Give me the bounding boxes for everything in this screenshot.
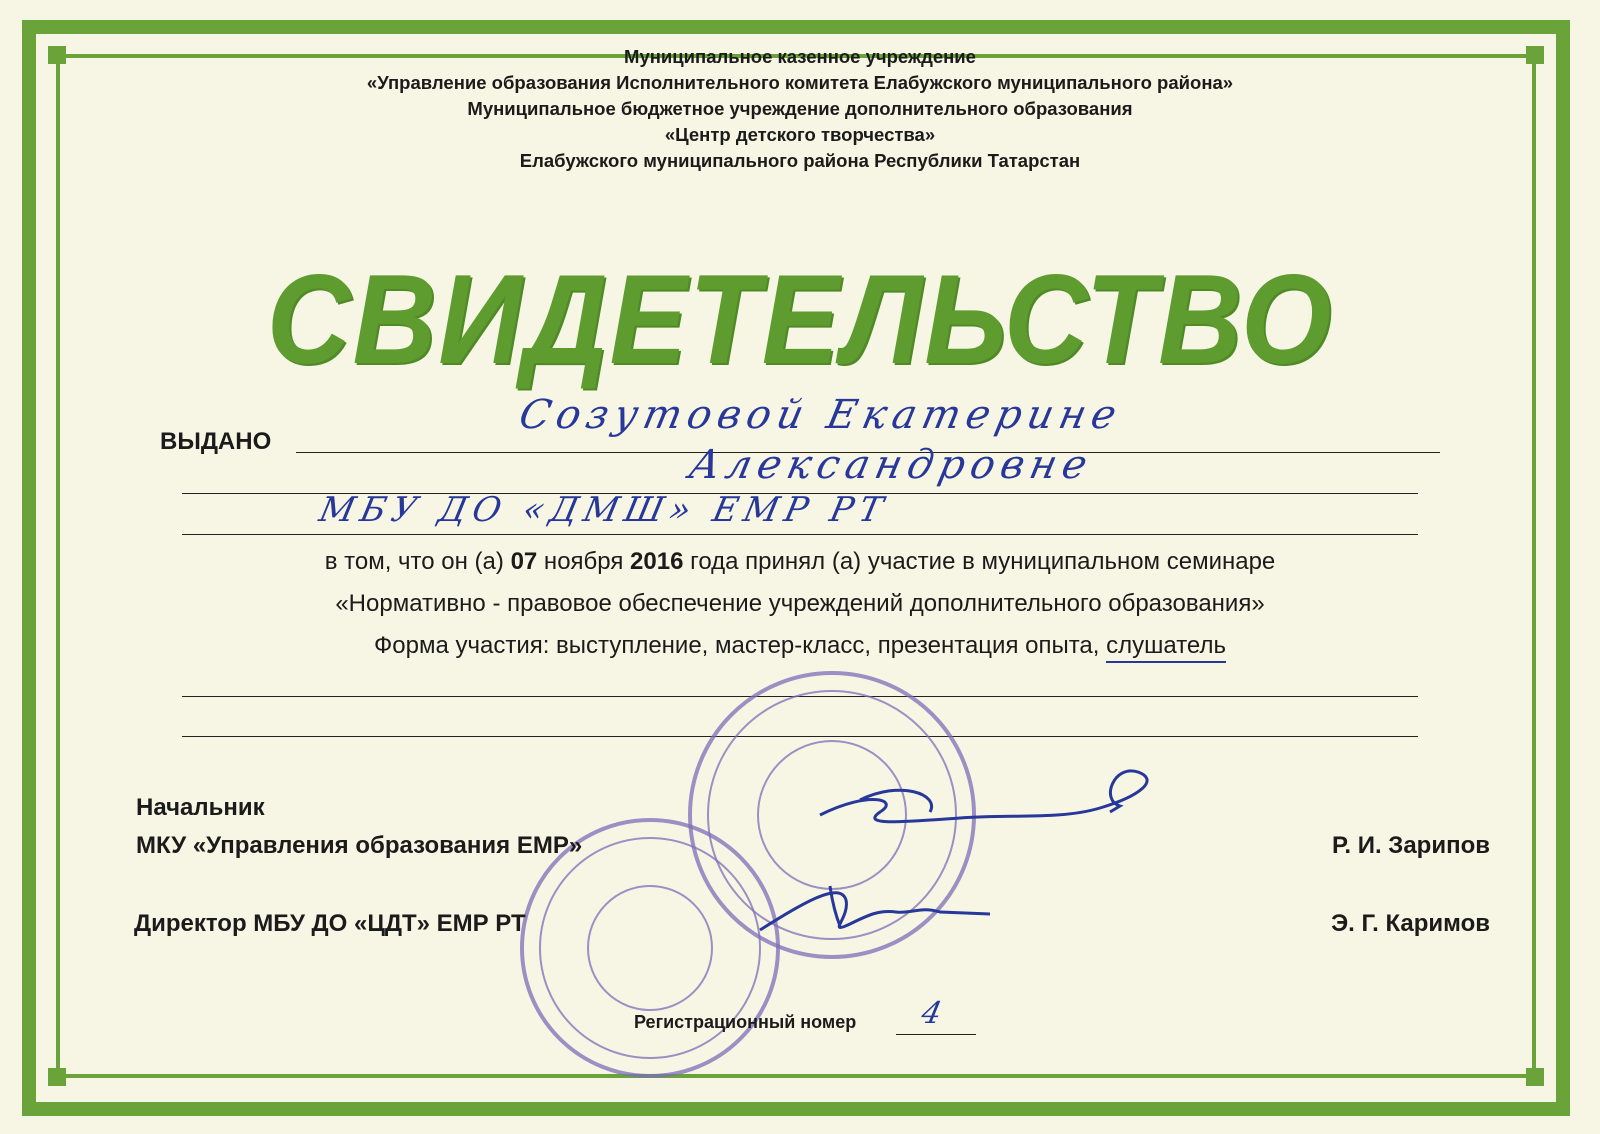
participation-form xyxy=(0,632,1600,660)
director-title: Директор МБУ ДО «ЦДТ» ЕМР РТ xyxy=(134,910,526,937)
frame-corner-ornament xyxy=(48,1068,66,1086)
recipient-organization-handwritten: МБУ ДО «ДМШ» ЕМР РТ xyxy=(315,490,893,530)
statement-text: в том, что он (а) xyxy=(324,548,511,575)
header-line: Муниципальное бюджетное учреждение дополнительного образования xyxy=(467,98,1133,119)
certificate-title: СВИДЕТЕЛЬСТВО xyxy=(266,247,1334,391)
header-line: «Управление образования Исполнительного комитета Елабужского муниципального района» xyxy=(366,72,1234,93)
participation-form-options: Форма участия: выступление, мастер-класс, презентация опыта, xyxy=(374,632,1107,659)
chief-title-line1: Начальник xyxy=(136,794,265,821)
participation-form-selected: слушатель xyxy=(1106,632,1226,663)
director-name: Э. Г. Каримов xyxy=(1331,910,1490,937)
header-line: Муниципальное казенное учреждение xyxy=(624,46,976,67)
blank-rule xyxy=(182,696,1418,697)
recipient-name-handwritten: Созутовой Екатерине xyxy=(515,392,1127,438)
chief-name: Р. И. Зарипов xyxy=(1331,832,1490,859)
statement-year: 2016 xyxy=(630,548,684,575)
chief-title-line2: МКУ «Управления образования ЕМР» xyxy=(136,832,583,859)
registration-rule xyxy=(896,1034,976,1035)
participation-statement xyxy=(0,548,1600,576)
header-line: «Центр детского творчества» xyxy=(664,124,936,145)
statement-text: ноября xyxy=(537,548,631,575)
statement-text: года принял (а) участие в муниципальном семинаре xyxy=(683,548,1276,575)
statement-day: 07 xyxy=(510,548,538,575)
header-line: Елабужского муниципального района Республики Татарстан xyxy=(519,150,1081,171)
frame-corner-ornament xyxy=(1526,1068,1544,1086)
blank-rule xyxy=(182,736,1418,737)
registration-label: Регистрационный номер xyxy=(634,1012,857,1032)
seminar-title: «Нормативно - правовое обеспечение учреждений дополнительного образования» xyxy=(335,590,1265,617)
issued-label: ВЫДАНО xyxy=(160,428,272,455)
registration-number-handwritten: 4 xyxy=(918,996,951,1031)
issued-rule xyxy=(182,534,1418,535)
recipient-patronymic-handwritten: Александровне xyxy=(685,442,1098,488)
issuer-header xyxy=(0,44,1600,174)
